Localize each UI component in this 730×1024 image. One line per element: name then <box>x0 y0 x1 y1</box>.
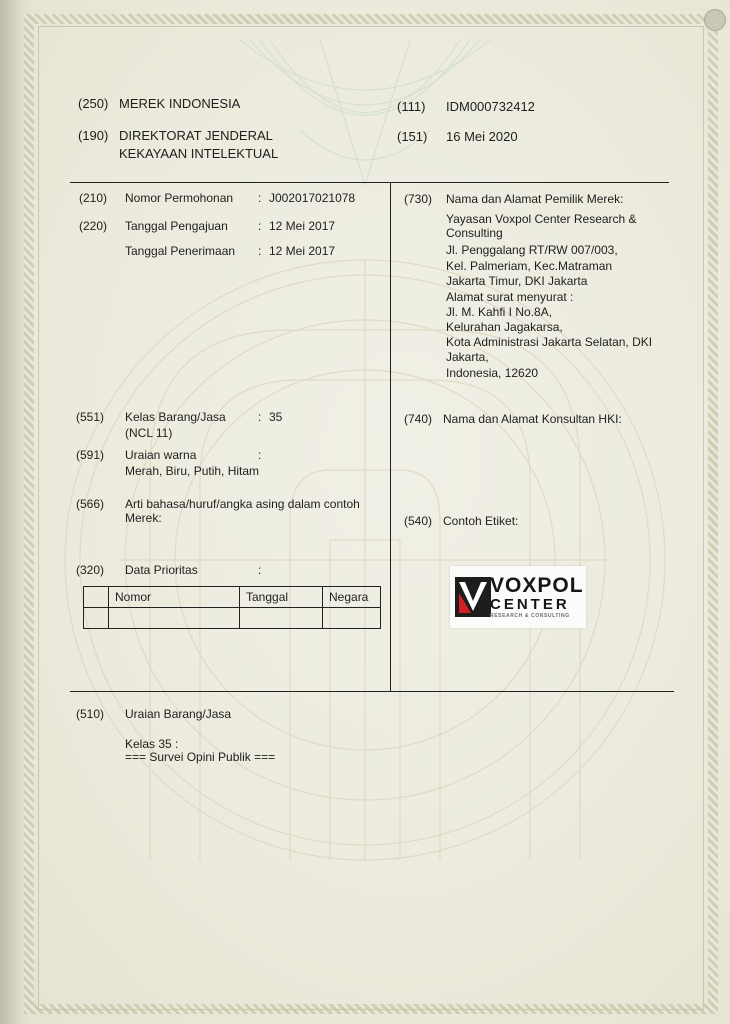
logo-word-voxpol: VOXPOL <box>490 574 584 597</box>
table-cell <box>84 587 109 608</box>
owner-line: Kelurahan Jagakarsa, <box>446 320 563 334</box>
foreign-meaning-label: Arti bahasa/huruf/angka asing dalam contoh <box>125 497 360 511</box>
code-190: (190) <box>78 128 109 143</box>
owner-line: Kel. Palmeriam, Kec.Matraman <box>446 259 613 273</box>
table-cell <box>240 608 323 629</box>
goods-class-line: Kelas 35 : <box>125 737 179 751</box>
filing-date-sep: : <box>258 219 262 233</box>
priority-sep: : <box>258 563 262 577</box>
table-cell <box>84 608 109 629</box>
owner-line: Alamat surat menyurat : <box>446 290 574 304</box>
brand-type-label: MEREK INDONESIA <box>119 96 241 111</box>
owner-line: Jl. Penggalang RT/RW 007/003, <box>446 243 618 257</box>
owner-line: Jl. M. Kahfi I No.8A, <box>446 305 553 319</box>
voxpol-v-mark-icon <box>455 577 491 617</box>
application-number-value: J002017021078 <box>269 191 356 205</box>
table-header-date: Tanggal <box>240 587 323 608</box>
table-cell <box>109 608 240 629</box>
code-510: (510) <box>76 707 105 721</box>
receipt-date-label: Tanggal Penerimaan <box>125 244 236 258</box>
code-320: (320) <box>76 563 105 577</box>
registration-number: IDM000732412 <box>446 99 535 114</box>
column-divider-line <box>390 182 391 692</box>
consultant-label: Nama dan Alamat Konsultan HKI: <box>443 412 622 426</box>
application-number-label: Nomor Permohonan <box>125 191 234 205</box>
owner-line: Indonesia, 12620 <box>446 366 539 380</box>
voxpol-logo <box>450 566 586 628</box>
color-description-label: Uraian warna <box>125 448 197 462</box>
code-111: (111) <box>397 99 426 114</box>
owner-line: Yayasan Voxpol Center Research & <box>446 212 637 226</box>
code-551: (551) <box>76 410 105 424</box>
code-151: (151) <box>397 129 428 144</box>
filing-date-value: 12 Mei 2017 <box>269 219 336 233</box>
table-header-country: Negara <box>323 587 381 608</box>
goods-label: Uraian Barang/Jasa <box>125 707 232 721</box>
code-540: (540) <box>404 514 433 528</box>
color-description-sep: : <box>258 448 262 462</box>
header-divider-line <box>70 182 669 183</box>
class-label: Kelas Barang/Jasa <box>125 410 226 424</box>
class-value: 35 <box>269 410 283 424</box>
table-header-number: Nomor <box>109 587 240 608</box>
directorate-line2: KEKAYAAN INTELEKTUAL <box>119 146 279 161</box>
color-description-value: Merah, Biru, Putih, Hitam <box>125 464 260 478</box>
label-sample-label: Contoh Etiket: <box>443 514 519 528</box>
owner-label: Nama dan Alamat Pemilik Merek: <box>446 192 624 206</box>
punch-hole <box>704 9 726 31</box>
code-250: (250) <box>78 96 109 111</box>
code-740: (740) <box>404 412 433 426</box>
goods-divider-line <box>70 691 674 692</box>
owner-line: Consulting <box>446 226 503 240</box>
directorate-line1: DIREKTORAT JENDERAL <box>119 128 273 143</box>
logo-tagline: RESEARCH & CONSULTING <box>490 613 570 619</box>
foreign-meaning-label-line2: Merek: <box>125 511 162 525</box>
application-number-sep: : <box>258 191 262 205</box>
owner-line: Jakarta, <box>446 350 489 364</box>
table-cell <box>323 608 381 629</box>
code-210: (210) <box>79 191 108 205</box>
code-730: (730) <box>404 192 433 206</box>
owner-line: Kota Administrasi Jakarta Selatan, DKI <box>446 335 653 349</box>
class-sep: : <box>258 410 262 424</box>
priority-label: Data Prioritas <box>125 563 198 577</box>
code-220: (220) <box>79 219 108 233</box>
priority-table <box>83 586 381 629</box>
receipt-date-value: 12 Mei 2017 <box>269 244 336 258</box>
table-row <box>84 608 381 629</box>
goods-description: === Survei Opini Publik === <box>125 750 276 764</box>
owner-line: Jakarta Timur, DKI Jakarta <box>446 274 588 288</box>
code-566: (566) <box>76 497 105 511</box>
code-591: (591) <box>76 448 105 462</box>
receipt-date-sep: : <box>258 244 262 258</box>
ncl-label: (NCL 11) <box>125 426 173 440</box>
registration-date: 16 Mei 2020 <box>446 129 518 144</box>
table-row <box>84 587 381 608</box>
logo-word-center: CENTER <box>490 596 570 613</box>
filing-date-label: Tanggal Pengajuan <box>125 219 228 233</box>
